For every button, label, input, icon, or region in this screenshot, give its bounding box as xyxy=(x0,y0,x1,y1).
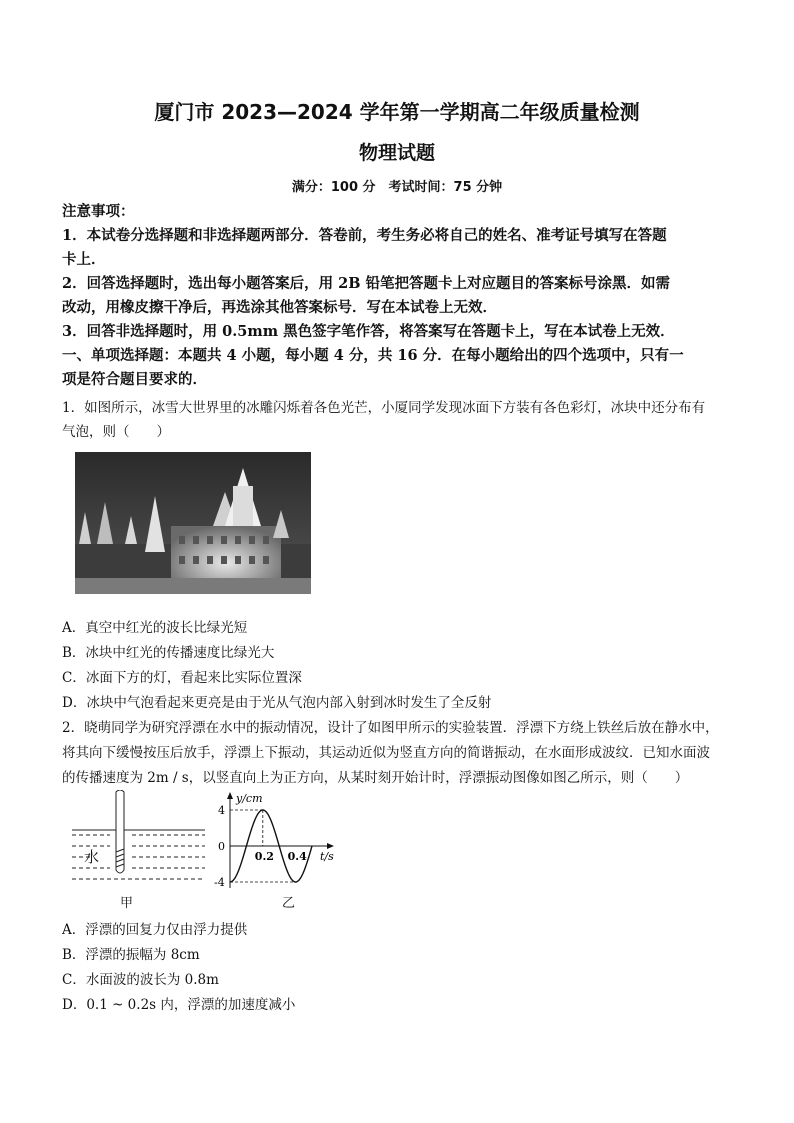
x-axis-arrow xyxy=(327,843,334,849)
figure-yi-vibration-chart xyxy=(212,790,342,890)
note-2-line-1: 2．回答选择题时，选出每小题答案后，用 2B 铅笔把答题卡上对应题目的答案标号涂黑．如需 xyxy=(62,275,671,292)
y-tick-label: -4 xyxy=(214,876,225,889)
q2-stem-line-3: 的传播速度为 2m / s，以竖直向上为正方向，从某时刻开始计时，浮漂振动图像如图乙所示，则（ ） xyxy=(62,770,689,786)
y-axis-arrow xyxy=(227,792,233,799)
origin-label: 0 xyxy=(218,840,225,853)
figure-jia-caption: 甲 xyxy=(120,896,134,911)
exam-subject: 物理试题 xyxy=(358,142,435,164)
q2-stem-line-2: 将其向下缓慢按压后放手，浮漂上下振动，其运动近似为竖直方向的简谐振动，在水面形成波纹．已知水面波 xyxy=(62,745,710,761)
q2-option-b: B．浮漂的振幅为 8cm xyxy=(62,947,200,963)
note-1-line-1: 1．本试卷分选择题和非选择题两部分．答卷前，考生务必将自己的姓名、准考证号填写在答题 xyxy=(62,227,667,244)
exam-info: 满分：100 分 考试时间：75 分钟 xyxy=(291,180,503,195)
x-tick-label: 0.2 xyxy=(254,850,274,863)
q1-option-c: C．冰面下方的灯，看起来比实际位置深 xyxy=(62,670,302,686)
q2-option-a: A．浮漂的回复力仅由浮力提供 xyxy=(62,922,248,938)
figure-jia-water-label: 水 xyxy=(84,848,100,866)
q2-stem-line-1: 2．晓萌同学为研究浮漂在水中的振动情况，设计了如图甲所示的实验装置．浮漂下方绕上铁丝后放在静水中， xyxy=(62,720,719,736)
q1-option-b: B．冰块中红光的传播速度比绿光大 xyxy=(62,645,275,661)
figure-jia-float-diagram xyxy=(70,790,210,890)
figure-yi-caption: 乙 xyxy=(282,896,296,911)
q1-stem-line-2: 气泡，则（ ） xyxy=(62,424,170,440)
x-tick-label: 0.4 xyxy=(287,850,307,863)
q2-option-c: C．水面波的波长为 0.8m xyxy=(62,972,219,988)
ice-sculpture-photo xyxy=(75,452,311,594)
q1-option-d: D．冰块中气泡看起来更亮是由于光从气泡内部入射到冰时发生了全反射 xyxy=(62,695,492,711)
section-1-line-1: 一、单项选择题：本题共 4 小题，每小题 4 分，共 16 分．在每小题给出的四个选项中，只有一 xyxy=(62,347,684,364)
x-axis-label: t/s xyxy=(320,850,334,863)
y-tick-label: 4 xyxy=(218,804,225,817)
section-1-line-2: 项是符合题目要求的． xyxy=(62,371,207,388)
exam-title: 厦门市 2023—2024 学年第一学期高二年级质量检测 xyxy=(154,100,640,124)
notes-heading: 注意事项： xyxy=(62,203,135,220)
note-1-line-2: 卡上． xyxy=(62,251,106,268)
note-3: 3．回答非选择题时，用 0.5mm 黑色签字笔作答，将答案写在答题卡上，写在本试卷上无效． xyxy=(62,323,675,340)
y-axis-label: y/cm xyxy=(236,792,263,805)
q2-option-d: D．0.1 ~ 0.2s 内，浮漂的加速度减小 xyxy=(62,997,296,1013)
q1-option-a: A．真空中红光的波长比绿光短 xyxy=(62,620,248,636)
q1-stem-line-1: 1．如图所示，冰雪大世界里的冰雕闪烁着各色光芒，小厦同学发现冰面下方装有各色彩灯，冰块中还分布有 xyxy=(62,400,706,416)
note-2-line-2: 改动，用橡皮擦干净后，再选涂其他答案标号．写在本试卷上无效． xyxy=(62,299,497,316)
